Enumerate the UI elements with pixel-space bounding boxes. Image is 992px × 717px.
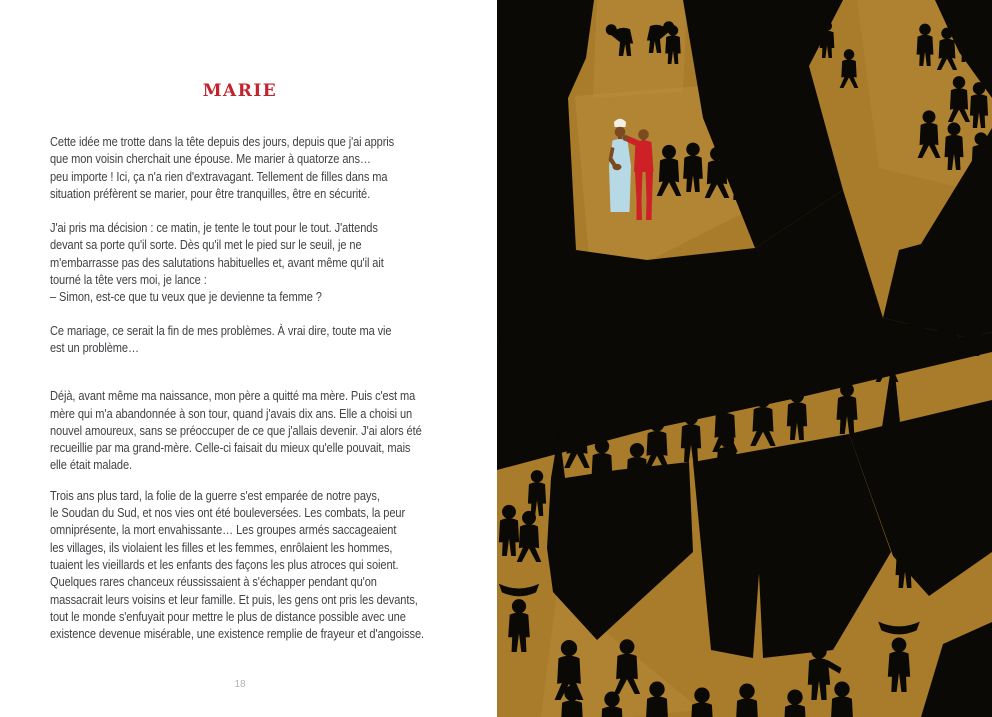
text-line: recueillie par ma grand-mère. Celle-ci faisait du mieux qu'elle pouvait, mais <box>50 440 411 456</box>
text-line: Trois ans plus tard, la folie de la guerre s'est emparée de notre pays, <box>50 487 380 503</box>
text-line: – Simon, est-ce que tu veux que je devienne ta femme ? <box>50 289 322 305</box>
text-line: massacrait leurs voisins et leur famille. Et puis, les gens ont pris les devants, <box>50 591 418 607</box>
text-line: m'embarrasse pas des salutations habituelles et, avant même qu'il ait <box>50 254 384 270</box>
paragraph-5 <box>50 487 425 643</box>
body-text <box>50 133 425 642</box>
text-line: Déjà, avant même ma naissance, mon père a quitté ma mère. Puis c'est ma <box>50 388 416 404</box>
text-line: le Soudan du Sud, et nos vies ont été bouleversées. Les combats, la peur <box>50 505 406 521</box>
text-line: mère qui m'a abandonnée à son tour, quand j'avais dix ans. Elle a choisi un <box>50 405 413 421</box>
text-line: Ce mariage, ce serait la fin de mes problèmes. À vrai dire, toute ma vie <box>50 322 392 338</box>
page-number: 18 <box>234 679 246 690</box>
text-line: omniprésente, la mort envahissante… Les groupes armés saccageaient <box>50 522 397 538</box>
paragraph-1 <box>50 133 403 202</box>
text-line: Cette idée me trotte dans la tête depuis des jours, depuis que j'ai appris <box>50 134 395 149</box>
text-line: existence devenue misérable, une existence remplie de frayeur et d'angoisse. <box>50 626 425 642</box>
text-line: devant sa porte qu'il sorte. Dès qu'il met le pied sur le seuil, je ne <box>50 237 362 253</box>
illustration <box>497 0 992 717</box>
text-line: situation préfèrent se marier, pour être tranquilles, être en sécurité. <box>50 185 371 201</box>
paragraph-2 <box>50 219 403 305</box>
paragraph-3 <box>50 322 403 357</box>
text-line: tuaient les vieillards et les enfants des façons les plus atroces qui soient. <box>50 556 399 572</box>
text-line: tout le monde s'enfuyait pour mettre le plus de distance possible avec une <box>50 608 406 624</box>
text-line: les villages, ils violaient les filles et les femmes, enrôlaient les hommes, <box>50 539 393 555</box>
text-line: tourné la tête vers moi, je lance : <box>50 272 207 288</box>
text-line: que mon voisin cherchait une épouse. Me marier à quatorze ans… <box>50 151 371 167</box>
text-line: est un problème… <box>50 339 139 355</box>
text-line: peu importe ! Ici, ça n'a rien d'extravagant. Tellement de filles dans ma <box>50 168 388 184</box>
chapter-title: MARIE <box>202 81 278 101</box>
text-line: J'ai pris ma décision : ce matin, je tente le tout pour le tout. J'attends <box>50 220 378 236</box>
paragraph-4 <box>50 387 422 473</box>
text-line: nouvel amoureux, sans se préoccuper de ce que j'allais devenir. J'ai alors été <box>50 422 422 438</box>
text-line: elle était malade. <box>50 457 133 473</box>
right-page <box>497 0 992 717</box>
text-line: Quelques rares chanceux réussissaient à s'échapper pendant qu'on <box>50 574 377 590</box>
